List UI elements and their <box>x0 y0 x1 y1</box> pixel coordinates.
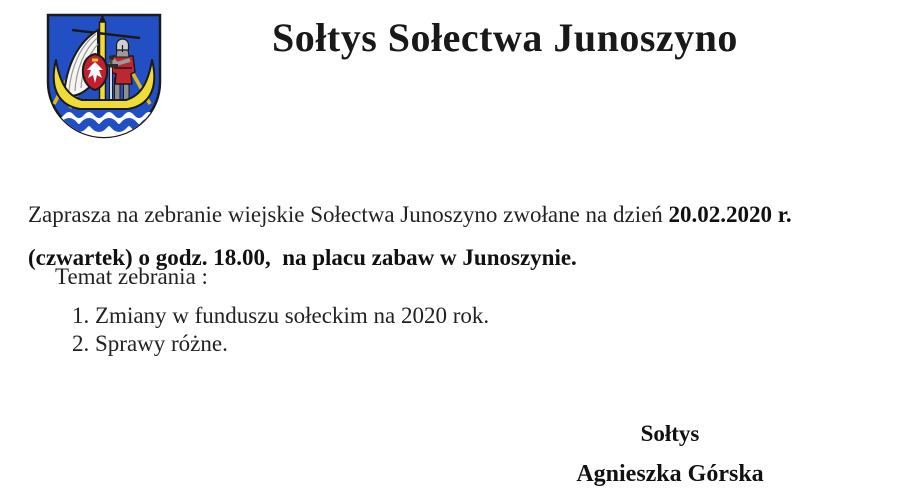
invitation-date: 20.02.2020 r. <box>668 202 792 227</box>
invitation-intro: Zaprasza na zebranie wiejskie Sołectwa Junoszyno zwołane na dzień <box>28 202 669 227</box>
signature-role: Sołtys <box>640 421 700 446</box>
agenda-list <box>40 302 489 358</box>
signature-block <box>560 421 780 488</box>
page-title: Sołtys Sołectwa Junoszyno <box>272 15 738 60</box>
agenda-heading: Temat zebrania : <box>55 264 208 289</box>
signature-name: Agnieszka Górska <box>576 461 764 487</box>
agenda-item: 2. Sprawy różne. <box>95 330 489 358</box>
agenda-item: 1. Zmiany w funduszu sołeckim na 2020 rok. <box>95 302 489 330</box>
invitation-details: (czwartek) o godz. 18.00, na placu zabaw w Junoszynie. <box>28 245 577 270</box>
